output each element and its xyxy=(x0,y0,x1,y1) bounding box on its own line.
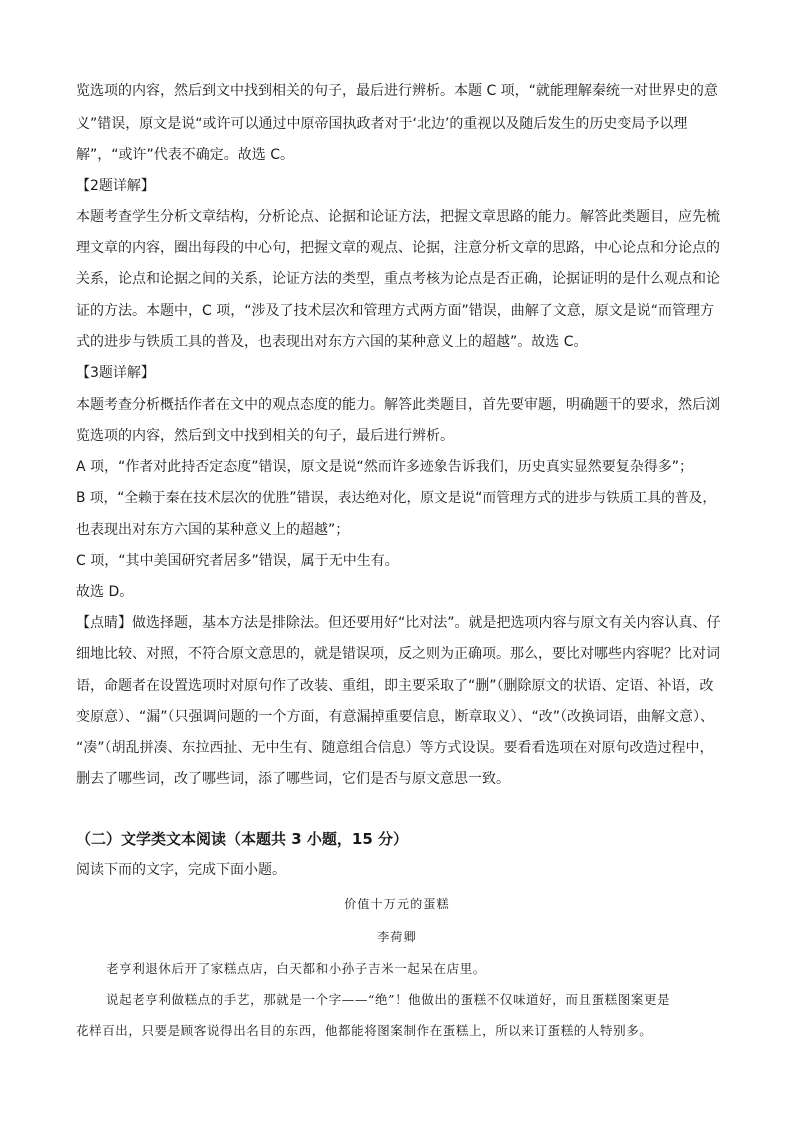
story-author: 李荷卿 xyxy=(377,930,417,944)
answer-line: 览选项的内容，然后到文中找到相关的句子，最后进行辨析。本题 C 项，“就能理解秦统一对世界史的意 xyxy=(76,83,718,99)
answer-line: 本题考查学生分析文章结构，分析论点、论据和论证方法，把握文章思路的能力。解答此类题目，应先梳 xyxy=(76,209,720,225)
tips-line: 细地比较、对照，不符合原文意思的，就是错误项，反之则为正确项。那么，要比对哪些内容呢？比对词 xyxy=(76,646,720,662)
story-paragraph: 说起老亨利做糕点的手艺，那就是一个字——“绝”！他做出的蛋糕不仅味道好，而且蛋糕图案更是 xyxy=(106,992,671,1007)
answer-line: 义”错误，原文是说“或许可以通过中原帝国执政者对于‘北边’的重视以及随后发生的历史变局予以理 xyxy=(76,116,688,132)
section-heading: （二）文学类文本阅读（本题共 3 小题，15 分） xyxy=(76,830,408,848)
answer-line: 解”，“或许”代表不确定。故选 C。 xyxy=(76,147,294,163)
tips-line: 删去了哪些词，改了哪些词，添了哪些词，它们是否与原文意思一致。 xyxy=(76,771,510,787)
answer-line: 览选项的内容，然后到文中找到相关的句子，最后进行辨析。 xyxy=(76,428,454,444)
tips-line: 语，命题者在设置选项时对原句作了改装、重组，即主要采取了“删”（删除原文的状语、定语、补语，改 xyxy=(76,678,714,694)
tips-line: 变原意）、“漏”（只强调问题的一个方面，有意漏掉重要信息，断章取义）、“改”（改换词语，曲解文意）、 xyxy=(76,709,715,725)
answer-choice: 故选 D。 xyxy=(76,584,134,600)
story-paragraph: 老亨利退休后开了家糕点店，白天都和小孙子吉米一起呆在店里。 xyxy=(106,961,486,976)
q2-explanation-heading: 【2题详解】 xyxy=(76,178,155,194)
answer-line: 证的方法。本题中，C 项，“涉及了技术层次和管理方式两方面”错误，曲解了文意，原文是说“而管理方 xyxy=(76,303,714,319)
option-c-analysis: C 项，“其中美国研究者居多”错误，属于无中生有。 xyxy=(76,553,399,569)
option-b-analysis-cont: 也表现出对东方六国的某种意义上的超越”； xyxy=(76,522,350,538)
answer-line: 关系，论点和论据之间的关系，论证方法的类型，重点考核为论点是否正确，论据证明的是什么观点和论 xyxy=(76,271,720,287)
option-a-analysis: A 项，“作者对此持否定态度”错误，原文是说“然而许多迹象告诉我们，历史真实显然要复杂得多”； xyxy=(76,459,694,475)
section-instruction: 阅读下而的文字，完成下面小题。 xyxy=(76,862,286,878)
answer-line: 理文章的内容，圈出每段的中心句，把握文章的观点、论据，注意分析文章的思路，中心论点和分论点的 xyxy=(76,240,720,256)
tips-line: “凑”（胡乱拼凑、东拉西扯、无中生有、随意组合信息）等方式设误。要看看选项在对原句改造过程中， xyxy=(76,740,714,756)
answer-line: 式的进步与铁质工具的普及，也表现出对东方六国的某种意义上的超越”。故选 C。 xyxy=(76,334,588,350)
answer-line: 本题考查分析概括作者在文中的观点态度的能力。解答此类题目，首先要审题，明确题干的要求，然后浏 xyxy=(76,397,720,413)
q3-explanation-heading: 【3题详解】 xyxy=(76,365,155,381)
option-b-analysis: B 项，“全赖于秦在技术层次的优胜”错误，表达绝对化，原文是说“而管理方式的进步与铁质工具的普及， xyxy=(76,490,717,506)
story-paragraph-cont: 花样百出，只要是顾客说得出名目的东西，他都能将图案制作在蛋糕上，所以来订蛋糕的人特别多。 xyxy=(76,1023,653,1038)
tips-line: 【点睛】做选择题，基本方法是排除法。但还要用好“比对法”。就是把选项内容与原文有关内容认真、仔 xyxy=(76,615,721,631)
story-title: 价值十万元的蛋糕 xyxy=(344,897,450,911)
